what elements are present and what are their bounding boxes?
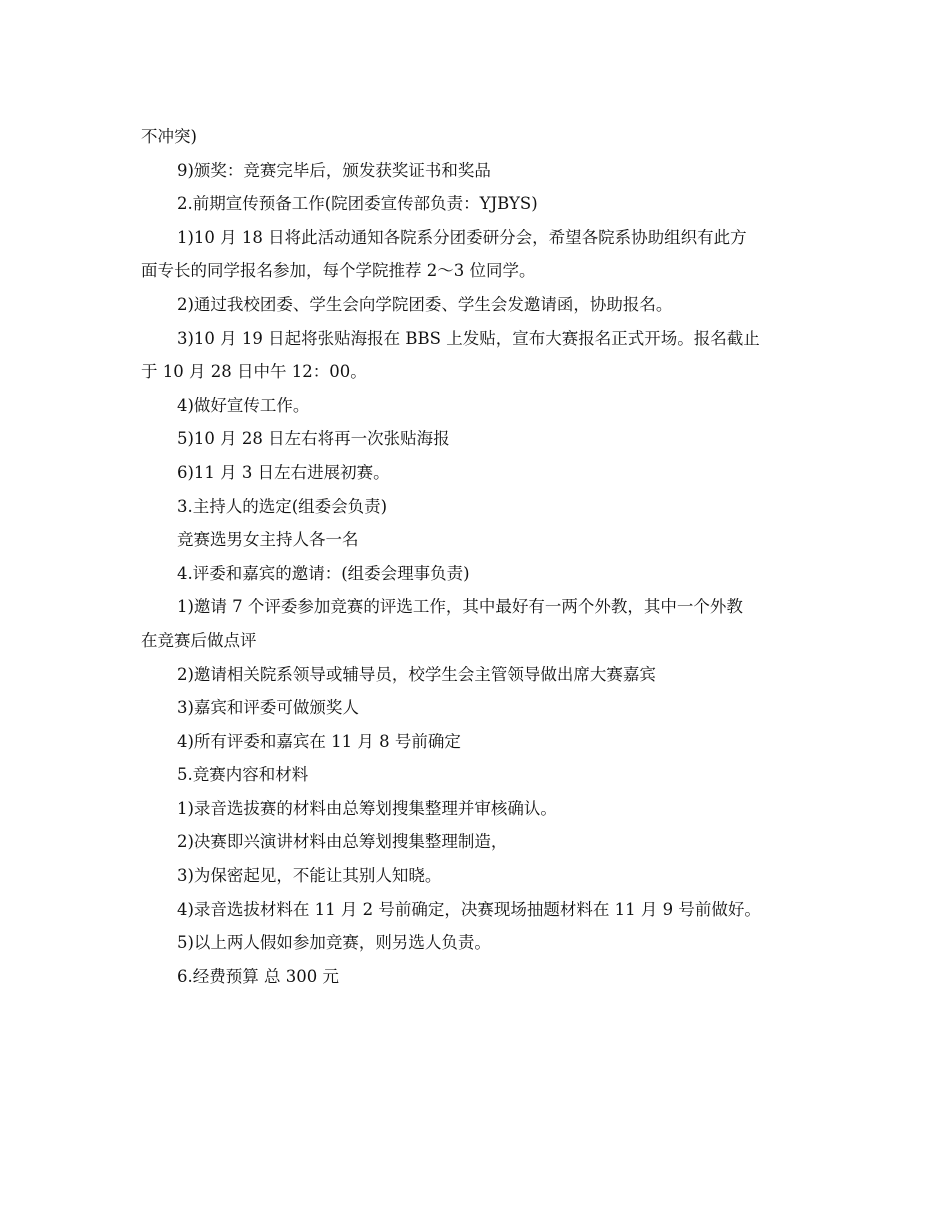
text-line: 5)10 月 28 日左右将再一次张贴海报	[177, 429, 450, 449]
text-line: 1)10 月 18 日将此活动通知各院系分团委研分会，希望各院系协助组织有此方	[177, 227, 747, 247]
text-line: 竞赛选男女主持人各一名	[177, 530, 359, 550]
text-line: 6)11 月 3 日左右进展初赛。	[177, 462, 390, 482]
text-line: 4.评委和嘉宾的邀请：(组委会理事负责)	[177, 563, 470, 583]
text-line: 9)颁奖：竞赛完毕后，颁发获奖证书和奖品	[177, 160, 491, 180]
text-line: 1)录音选拔赛的材料由总筹划搜集整理并审核确认。	[177, 798, 557, 818]
text-line: 2.前期宣传预备工作(院团委宣传部负责：YJBYS)	[177, 194, 538, 214]
text-line: 4)录音选拔材料在 11 月 2 号前确定，决赛现场抽题材料在 11 月 9 号前做好。	[177, 899, 761, 919]
text-line: 4)所有评委和嘉宾在 11 月 8 号前确定	[177, 731, 461, 751]
text-line: 3)为保密起见，不能让其别人知晓。	[177, 866, 442, 886]
text-line: 2)通过我校团委、学生会向学院团委、学生会发邀请函，协助报名。	[177, 294, 673, 314]
text-line: 6.经费预算 总 300 元	[177, 966, 339, 986]
text-line: 5)以上两人假如参加竞赛，则另选人负责。	[177, 933, 491, 953]
text-line: 3)10 月 19 日起将张贴海报在 BBS 上发贴，宣布大赛报名正式开场。报名截止	[177, 328, 760, 348]
text-line: 3.主持人的选定(组委会负责)	[177, 496, 388, 516]
text-line: 4)做好宣传工作。	[177, 395, 310, 415]
text-line: 3)嘉宾和评委可做颁奖人	[177, 698, 359, 718]
text-line: 在竞赛后做点评	[141, 630, 257, 650]
text-line: 1)邀请 7 个评委参加竞赛的评选工作，其中最好有一两个外教，其中一个外教	[177, 597, 743, 617]
document-body	[141, 120, 813, 993]
text-line: 2)决赛即兴演讲材料由总筹划搜集整理制造，	[177, 832, 508, 852]
text-line: 5.竞赛内容和材料	[177, 765, 309, 785]
text-line: 于 10 月 28 日中午 12：00。	[141, 362, 367, 382]
text-line: 2)邀请相关院系领导或辅导员，校学生会主管领导做出席大赛嘉宾	[177, 664, 656, 684]
text-line: 面专长的同学报名参加，每个学院推荐 2～3 位同学。	[141, 261, 536, 281]
text-line: 不冲突)	[141, 127, 197, 146]
